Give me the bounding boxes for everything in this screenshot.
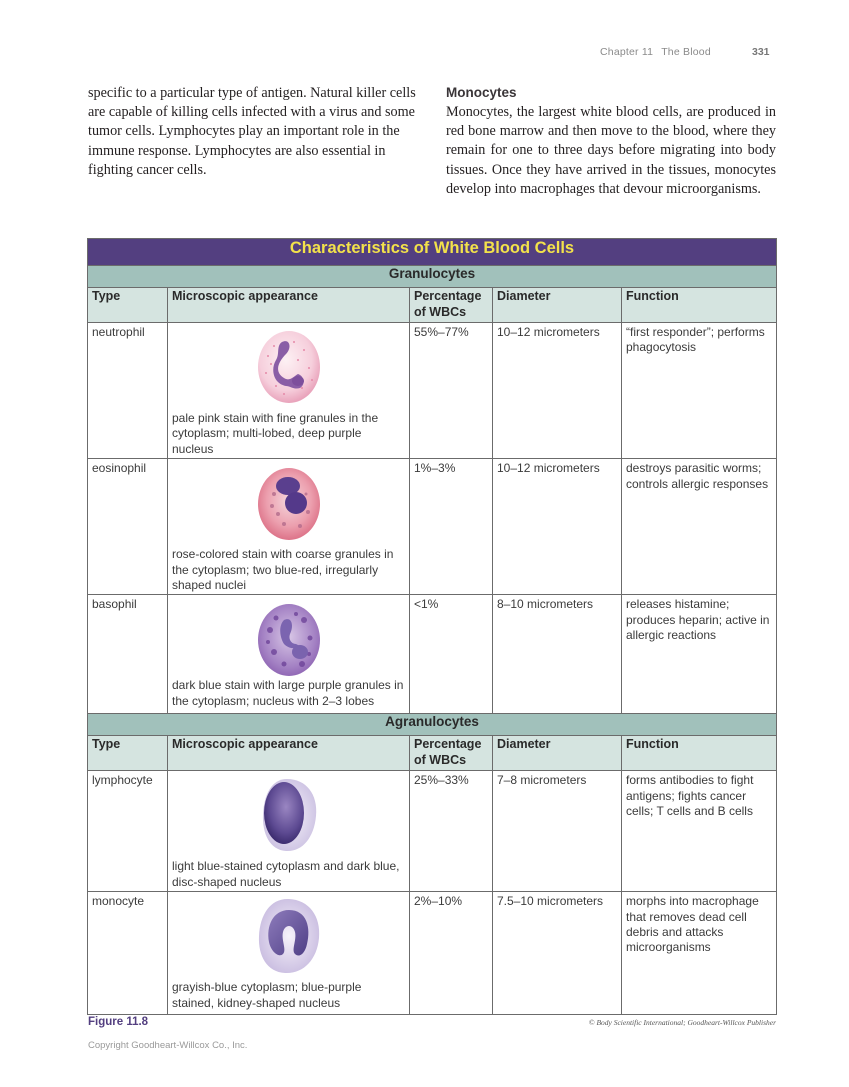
cell-percentage: 1%–3% bbox=[410, 459, 493, 595]
cell-percentage: 55%–77% bbox=[410, 323, 493, 459]
monocyte-cell-illustration bbox=[172, 896, 405, 975]
table-row bbox=[88, 323, 777, 459]
chapter-label: Chapter 11 bbox=[600, 46, 654, 58]
cell-appearance bbox=[168, 892, 410, 1015]
cell-function: destroys parasitic worms; controls allergic responses bbox=[622, 459, 777, 595]
col-function: Function bbox=[622, 288, 777, 323]
cell-type: eosinophil bbox=[88, 459, 168, 595]
cell-percentage: <1% bbox=[410, 595, 493, 714]
cell-diameter: 7–8 micrometers bbox=[493, 771, 622, 892]
cell-diameter: 10–12 micrometers bbox=[493, 323, 622, 459]
right-column bbox=[446, 84, 776, 199]
cell-function: forms antibodies to fight antigens; fights cancer cells; T cells and B cells bbox=[622, 771, 777, 892]
cell-percentage: 25%–33% bbox=[410, 771, 493, 892]
left-column-text: specific to a particular type of antigen. Natural killer cells are capable of killing cells infected with a virus and some tumor cells. Lymphocytes play an important role in the immune response. Lymphocytes are also essential in fighting cancer cells. bbox=[88, 85, 416, 178]
appearance-description: dark blue stain with large purple granules in the cytoplasm; nucleus with 2–3 lobes bbox=[172, 678, 404, 708]
neutrophil-cell-illustration bbox=[172, 327, 405, 406]
cell-diameter: 8–10 micrometers bbox=[493, 595, 622, 714]
table-row bbox=[88, 595, 777, 714]
cell-appearance bbox=[168, 771, 410, 892]
monocytes-paragraph: Monocytes, the largest white blood cells, are produced in red bone marrow and then move to the blood, where they remain for one to three days before migrating into body tissues. Once they have arrived in the tissues, monocytes develop into macrophages that devour microorganisms. bbox=[446, 104, 776, 197]
group-header-granulocytes: Granulocytes bbox=[88, 266, 777, 288]
col-percentage: Percentage of WBCs bbox=[410, 736, 493, 771]
cell-appearance bbox=[168, 459, 410, 595]
appearance-description: pale pink stain with fine granules in the cytoplasm; multi-lobed, deep purple nucleus bbox=[172, 411, 379, 456]
table-title: Characteristics of White Blood Cells bbox=[88, 239, 777, 266]
table-row bbox=[88, 771, 777, 892]
page-number: 331 bbox=[752, 46, 770, 58]
cell-appearance bbox=[168, 595, 410, 714]
cell-type: monocyte bbox=[88, 892, 168, 1015]
col-function: Function bbox=[622, 736, 777, 771]
col-diameter: Diameter bbox=[493, 736, 622, 771]
wbc-characteristics-table bbox=[87, 238, 777, 1015]
running-head bbox=[600, 46, 711, 58]
cell-type: basophil bbox=[88, 595, 168, 714]
cell-type: lymphocyte bbox=[88, 771, 168, 892]
copyright-footer: Copyright Goodheart-Willcox Co., Inc. bbox=[88, 1040, 248, 1051]
eosinophil-cell-illustration bbox=[172, 463, 405, 542]
cell-diameter: 10–12 micrometers bbox=[493, 459, 622, 595]
cell-type: neutrophil bbox=[88, 323, 168, 459]
col-diameter: Diameter bbox=[493, 288, 622, 323]
chapter-title: The Blood bbox=[661, 46, 711, 58]
col-appearance: Microscopic appearance bbox=[168, 736, 410, 771]
section-heading-monocytes: Monocytes bbox=[446, 85, 517, 100]
appearance-description: light blue-stained cytoplasm and dark blue, disc-shaped nucleus bbox=[172, 859, 400, 889]
col-type: Type bbox=[88, 736, 168, 771]
table-row bbox=[88, 892, 777, 1015]
cell-function: “first responder”; performs phagocytosis bbox=[622, 323, 777, 459]
col-type: Type bbox=[88, 288, 168, 323]
figure-label: Figure 11.8 bbox=[88, 1016, 149, 1028]
col-percentage: Percentage of WBCs bbox=[410, 288, 493, 323]
group-header-agranulocytes: Agranulocytes bbox=[88, 714, 777, 736]
col-appearance: Microscopic appearance bbox=[168, 288, 410, 323]
appearance-description: grayish-blue cytoplasm; blue-purple stained, kidney-shaped nucleus bbox=[172, 980, 362, 1010]
column-header-row bbox=[88, 736, 777, 771]
column-header-row bbox=[88, 288, 777, 323]
cell-appearance bbox=[168, 323, 410, 459]
lymphocyte-cell-illustration bbox=[172, 775, 405, 854]
cell-function: morphs into macrophage that removes dead cell debris and attacks microorganisms bbox=[622, 892, 777, 1015]
cell-function: releases histamine; produces heparin; active in allergic reactions bbox=[622, 595, 777, 714]
cell-diameter: 7.5–10 micrometers bbox=[493, 892, 622, 1015]
figure-credit: © Body Scientific International; Goodheart-Willcox Publisher bbox=[588, 1018, 776, 1027]
cell-percentage: 2%–10% bbox=[410, 892, 493, 1015]
appearance-description: rose-colored stain with coarse granules in the cytoplasm; two blue-red, irregularly shaped nuclei bbox=[172, 547, 394, 593]
basophil-cell-illustration bbox=[172, 599, 405, 678]
table-row bbox=[88, 459, 777, 595]
